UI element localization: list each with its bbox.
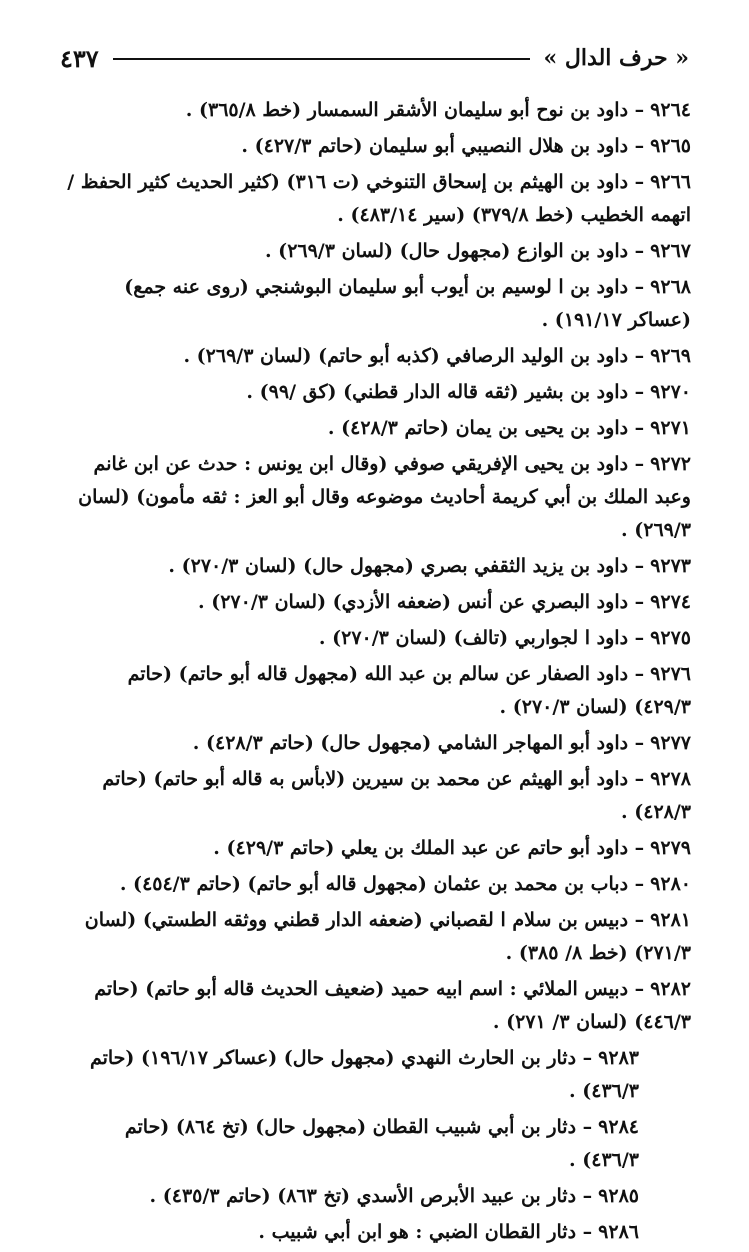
- entry-9269: [66, 340, 691, 373]
- entry-text: – داود أبو الهيثم عن محمد بن سيرين (لابأس به قاله أبو حاتم) (حاتم ٤٢٨/٣) .: [102, 768, 691, 823]
- entry-text: – دبيس بن سلام ا لقصباني (ضعفه الدار قطني ووثقه الطستي) (لسان ٢٧١/٣) (خط ٨/ ٣٨٥) .: [84, 909, 691, 964]
- entry-9280: [66, 868, 691, 901]
- entry-text: – داود بن يحيى الإفريقي صوفي (وقال ابن يونس : حدث عن ابن غانم وعبد الملك بن أبي كريمة أحاديث موضوعه وقال أبو العز : ثقه مأمون) (لسان ٢٦٩/٣) .: [78, 453, 691, 541]
- entry-9284: [66, 1111, 691, 1177]
- entry-text: – داود بن هلال النصيبي أبو سليمان (حاتم ٤٢٧/٣) .: [241, 135, 645, 157]
- entry-number: ٩٢٨٦: [598, 1221, 639, 1243]
- entry-text: – داود بن الوازع (مجهول حال) (لسان ٢٦٩/٣) .: [264, 240, 645, 262]
- entry-9285: [66, 1180, 691, 1213]
- entry-9271: [66, 412, 691, 445]
- entry-text: – دثار بن أبي شبيب القطان (مجهول حال) (تخ ٨٦٤) (حاتم ٤٣٦/٣) .: [124, 1116, 639, 1171]
- entry-9268: [66, 271, 691, 337]
- entry-text: – داود البصري عن أنس (ضعفه الأزدي) (لسان ٢٧٠/٣) .: [197, 591, 645, 613]
- entry-number: ٩٢٦٤: [650, 99, 691, 121]
- entry-text: – داود بن يزيد الثقفي بصري (مجهول حال) (لسان ٢٧٠/٣) .: [168, 555, 645, 577]
- entry-9270: [66, 376, 691, 409]
- entry-number: ٩٢٦٧: [650, 240, 691, 262]
- entry-number: ٩٢٦٦: [650, 171, 691, 193]
- entry-list: [66, 94, 691, 1252]
- entry-text: – داود أبو المهاجر الشامي (مجهول حال) (حاتم ٤٢٨/٣) .: [192, 732, 645, 754]
- entry-text: – داود أبو حاتم عن عبد الملك بن يعلي (حاتم ٤٢٩/٣) .: [213, 837, 645, 859]
- entry-number: ٩٢٧٦: [650, 663, 691, 685]
- entry-number: ٩٢٨٤: [598, 1116, 639, 1138]
- entry-9279: [66, 832, 691, 865]
- entry-text: – داود بن ا لوسيم بن أيوب أبو سليمان البوشنجي (روى عنه جمع) (عساكر ١٩١/١٧) .: [124, 276, 691, 331]
- entry-number: ٩٢٨٠: [650, 873, 691, 895]
- entry-text: – داود بن نوح أبو سليمان الأشقر السمسار (خط ٣٦٥/٨) .: [185, 99, 645, 121]
- entry-number: ٩٢٦٨: [650, 276, 691, 298]
- entry-9266: [66, 166, 691, 232]
- entry-9273: [66, 550, 691, 583]
- header-rule: [113, 58, 530, 60]
- chapter-title: « حرف الدال »: [543, 45, 689, 71]
- entry-number: ٩٢٧٤: [650, 591, 691, 613]
- entry-text: – داود بن الهيثم بن إسحاق التنوخي (ت ٣١٦) (كثير الحديث كثير الحفظ / اتهمه الخطيب (خط ٣٧٩/٨) (سير ٤٨٣/١٤) .: [67, 171, 691, 226]
- entry-number: ٩٢٨٥: [598, 1185, 639, 1207]
- entry-9277: [66, 727, 691, 760]
- entry-text: – داود بن يحيى بن يمان (حاتم ٤٢٨/٣) .: [327, 417, 645, 439]
- entry-number: ٩٢٦٩: [650, 345, 691, 367]
- entry-number: ٩٢٧٩: [650, 837, 691, 859]
- entry-number: ٩٢٧٠: [650, 381, 691, 403]
- entry-text: – دثار بن الحارث النهدي (مجهول حال) (عساكر ١٩٦/١٧) (حاتم ٤٣٦/٣) .: [89, 1047, 639, 1102]
- entry-number: ٩٢٧١: [650, 417, 691, 439]
- entry-number: ٩٢٧٣: [650, 555, 691, 577]
- entry-9286: [66, 1216, 691, 1249]
- entry-9267: [66, 235, 691, 268]
- entry-number: ٩٢٧٥: [650, 627, 691, 649]
- entry-9275: [66, 622, 691, 655]
- entry-9283: [66, 1042, 691, 1108]
- entry-text: – داود ا لجواربي (تالف) (لسان ٢٧٠/٣) .: [318, 627, 645, 649]
- entry-text: – داود الصفار عن سالم بن عبد الله (مجهول قاله أبو حاتم) (حاتم ٤٢٩/٣) (لسان ٢٧٠/٣) .: [127, 663, 691, 718]
- entry-text: – دباب بن محمد بن عثمان (مجهول قاله أبو حاتم) (حاتم ٤٥٤/٣) .: [119, 873, 645, 895]
- entry-number: ٩٢٦٥: [650, 135, 691, 157]
- entry-number: ٩٢٨١: [650, 909, 691, 931]
- entry-9264: [66, 94, 691, 127]
- entry-9278: [66, 763, 691, 829]
- entry-9281: [66, 904, 691, 970]
- entry-9276: [66, 658, 691, 724]
- entry-text: – دثار القطان الضبي : هو ابن أبي شبيب .: [258, 1221, 593, 1243]
- entry-number: ٩٢٨٣: [598, 1047, 639, 1069]
- entry-number: ٩٢٨٢: [650, 978, 691, 1000]
- entry-number: ٩٢٧٧: [650, 732, 691, 754]
- entry-9274: [66, 586, 691, 619]
- page-number: ٤٣٧: [60, 43, 99, 73]
- entry-number: ٩٢٧٨: [650, 768, 691, 790]
- entry-9265: [66, 130, 691, 163]
- page-header: [60, 40, 689, 76]
- entry-9282: [66, 973, 691, 1039]
- entry-text: – دبيس الملائي : اسم ابيه حميد (ضعيف الحديث قاله أبو حاتم) (حاتم ٤٤٦/٣) (لسان ٣/ ٢٧١) .: [94, 978, 691, 1033]
- entry-text: – دثار بن عبيد الأبرص الأسدي (تخ ٨٦٣) (حاتم ٤٣٥/٣) .: [149, 1185, 593, 1207]
- entry-9272: [66, 448, 691, 547]
- entry-text: – داود بن بشير (ثقه قاله الدار قطني) (كق /٩٩) .: [246, 381, 645, 403]
- entry-text: – داود بن الوليد الرصافي (كذبه أبو حاتم) (لسان ٢٦٩/٣) .: [183, 345, 645, 367]
- entry-number: ٩٢٧٢: [650, 453, 691, 475]
